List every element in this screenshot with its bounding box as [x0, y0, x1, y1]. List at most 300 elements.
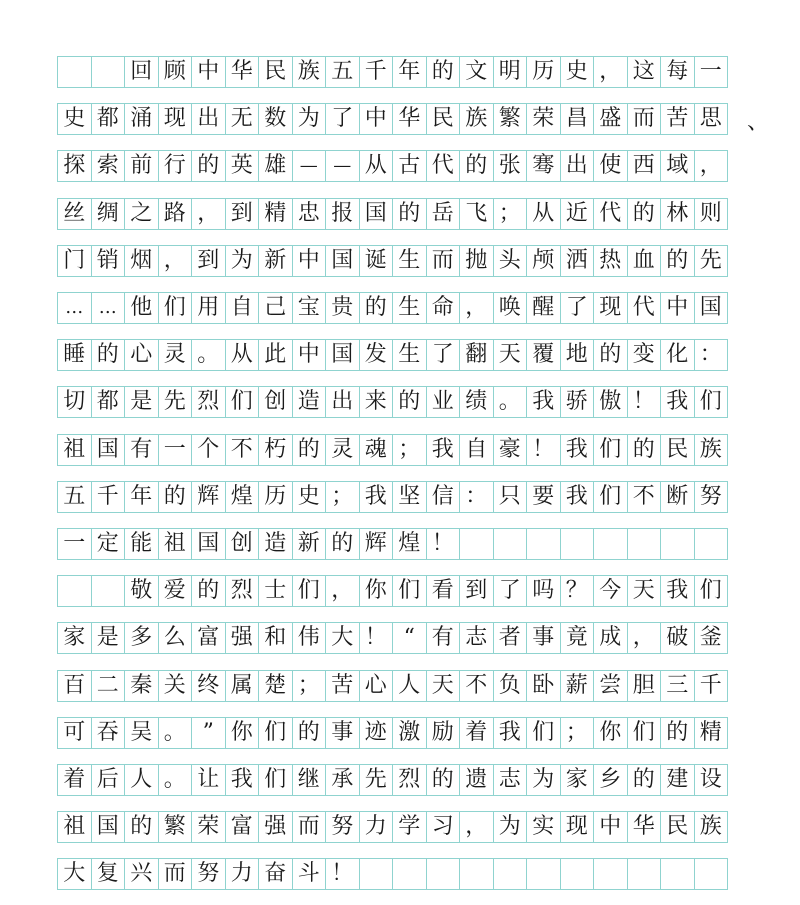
grid-cell	[258, 245, 293, 277]
essay-char: 中	[297, 342, 320, 368]
grid-cell	[627, 575, 662, 607]
essay-char: 林	[666, 200, 689, 226]
grid-cell	[225, 764, 260, 796]
essay-char: 敬	[130, 578, 153, 604]
grid-cell	[426, 481, 461, 513]
essay-char: 胆	[632, 672, 655, 698]
grid-cell	[225, 339, 260, 371]
grid-cell	[627, 150, 662, 182]
essay-grid-paper	[57, 0, 770, 905]
essay-char: 销	[96, 247, 119, 273]
grid-cell	[560, 150, 595, 182]
grid-cell	[292, 434, 327, 466]
essay-char: 而	[163, 861, 186, 887]
grid-cell	[57, 56, 92, 88]
grid-cell	[91, 575, 126, 607]
essay-char: 着	[63, 767, 86, 792]
essay-char: 新	[264, 247, 287, 273]
grid-cell	[359, 103, 394, 135]
grid-cell	[158, 528, 193, 560]
grid-cell	[91, 198, 126, 230]
essay-char: ；	[498, 200, 521, 226]
grid-cell	[158, 858, 193, 890]
grid-cell	[325, 575, 360, 607]
grid-cell	[459, 575, 494, 607]
essay-char: 。	[163, 767, 186, 792]
essay-char: 定	[96, 531, 119, 556]
essay-char: 灵	[331, 436, 354, 462]
essay-char: 祖	[163, 531, 186, 556]
grid-cell	[359, 528, 394, 560]
grid-cell	[57, 434, 92, 466]
essay-char: 张	[498, 153, 521, 179]
grid-cell	[459, 386, 494, 418]
grid-cell	[660, 434, 695, 466]
essay-char: 无	[230, 106, 253, 132]
essay-char: 尝	[599, 672, 622, 698]
grid-cell	[660, 103, 695, 135]
essay-char: 文	[465, 59, 488, 84]
grid-cell	[627, 198, 662, 230]
essay-char: 百	[63, 672, 86, 698]
grid-cell	[359, 198, 394, 230]
essay-char: 族	[699, 436, 722, 462]
grid-cell	[493, 245, 528, 277]
essay-char: 他	[130, 295, 153, 320]
essay-char: 是	[96, 625, 119, 651]
grid-cell	[292, 622, 327, 654]
grid-cell	[392, 150, 427, 182]
essay-char: 你	[599, 719, 622, 745]
essay-char: 千	[364, 59, 387, 84]
grid-cell	[627, 717, 662, 749]
grid-cell	[560, 622, 595, 654]
essay-char: 让	[197, 767, 220, 792]
essay-char: 我	[431, 436, 454, 462]
essay-char: 了	[565, 295, 588, 320]
essay-char: 古	[398, 153, 421, 179]
essay-char: 此	[264, 342, 287, 368]
grid-cell	[191, 717, 226, 749]
essay-char: 不	[632, 483, 655, 509]
grid-cell	[694, 56, 729, 88]
essay-char: 多	[130, 625, 153, 651]
grid-cell	[191, 150, 226, 182]
grid-cell	[694, 481, 729, 513]
essay-char: 有	[431, 625, 454, 651]
grid-cell	[292, 386, 327, 418]
grid-cell	[627, 481, 662, 513]
grid-cell	[560, 56, 595, 88]
grid-row	[57, 198, 747, 230]
grid-cell	[627, 670, 662, 702]
essay-char: 们	[699, 389, 722, 415]
grid-cell	[660, 858, 695, 890]
grid-row	[57, 339, 747, 371]
essay-char: 二	[96, 672, 119, 698]
grid-cell	[57, 198, 92, 230]
grid-cell	[124, 858, 159, 890]
essay-char: 抛	[465, 247, 488, 273]
essay-char: 史	[565, 59, 588, 84]
grid-cell	[459, 528, 494, 560]
essay-char: ：	[465, 483, 488, 509]
grid-cell	[225, 481, 260, 513]
grid-cell	[627, 764, 662, 796]
essay-char: 数	[264, 106, 287, 132]
grid-row	[57, 811, 747, 843]
grid-cell	[124, 575, 159, 607]
grid-cell	[526, 764, 561, 796]
grid-cell	[526, 292, 561, 324]
grid-cell	[392, 811, 427, 843]
grid-cell	[526, 481, 561, 513]
grid-cell	[694, 717, 729, 749]
grid-cell	[359, 150, 394, 182]
grid-cell	[225, 575, 260, 607]
essay-char: 后	[96, 767, 119, 792]
essay-char: 事	[532, 625, 555, 651]
essay-char: 煌	[230, 483, 253, 509]
essay-char: 竟	[565, 625, 588, 651]
grid-cell	[660, 575, 695, 607]
essay-char: 先	[364, 767, 387, 792]
essay-char: 你	[230, 719, 253, 745]
essay-char: 一	[699, 59, 722, 84]
grid-cell	[158, 56, 193, 88]
grid-cell	[191, 622, 226, 654]
essay-char: 关	[163, 672, 186, 698]
grid-cell	[660, 481, 695, 513]
grid-cell	[392, 198, 427, 230]
essay-char: 着	[465, 719, 488, 745]
grid-row	[57, 386, 747, 418]
grid-cell	[493, 103, 528, 135]
essay-char: 的	[398, 389, 421, 415]
grid-cell	[459, 481, 494, 513]
essay-char: 的	[666, 247, 689, 273]
essay-char: 国	[364, 200, 387, 226]
essay-char: 生	[398, 247, 421, 273]
essay-char: 中	[297, 247, 320, 273]
grid-cell	[459, 670, 494, 702]
grid-cell	[459, 717, 494, 749]
essay-char: 头	[498, 247, 521, 273]
essay-char: 祖	[63, 436, 86, 462]
essay-char: 明	[498, 59, 521, 84]
essay-char: 造	[297, 389, 320, 415]
grid-cell	[359, 622, 394, 654]
essay-char: 从	[230, 342, 253, 368]
essay-char: 民	[431, 106, 454, 132]
grid-cell	[426, 858, 461, 890]
essay-char: 新	[297, 531, 320, 556]
grid-cell	[526, 386, 561, 418]
grid-cell	[660, 339, 695, 371]
grid-cell	[57, 528, 92, 560]
grid-cell	[426, 339, 461, 371]
essay-char: 代	[599, 200, 622, 226]
grid-cell	[325, 811, 360, 843]
essay-char: 。	[197, 342, 220, 368]
essay-char: 大	[331, 625, 354, 651]
grid-cell	[593, 150, 628, 182]
grid-cell	[627, 56, 662, 88]
essay-char: 秦	[130, 672, 153, 698]
essay-char: 们	[532, 719, 555, 745]
essay-char: 的	[666, 719, 689, 745]
grid-cell	[560, 292, 595, 324]
essay-char: 中	[599, 814, 622, 840]
grid-cell	[91, 103, 126, 135]
essay-char: 斗	[297, 861, 320, 887]
grid-row	[57, 622, 747, 654]
essay-char: 卧	[532, 672, 555, 698]
grid-cell	[560, 811, 595, 843]
essay-char: 史	[63, 106, 86, 132]
grid-cell	[191, 670, 226, 702]
grid-cell	[191, 339, 226, 371]
grid-cell	[57, 292, 92, 324]
essay-char: 和	[264, 625, 287, 651]
essay-char: 前	[130, 153, 153, 179]
grid-cell	[593, 56, 628, 88]
grid-cell	[124, 670, 159, 702]
grid-cell	[225, 386, 260, 418]
essay-char: 士	[264, 578, 287, 604]
essay-char: 的	[632, 200, 655, 226]
grid-cell	[359, 811, 394, 843]
essay-char: 贵	[331, 295, 354, 320]
grid-cell	[57, 622, 92, 654]
grid-cell	[560, 764, 595, 796]
essay-char: 心	[130, 342, 153, 368]
grid-cell	[392, 103, 427, 135]
essay-char: 志	[465, 625, 488, 651]
essay-char: 们	[699, 578, 722, 604]
grid-cell	[57, 481, 92, 513]
grid-cell	[426, 150, 461, 182]
grid-cell	[292, 717, 327, 749]
essay-char: ，	[331, 578, 354, 604]
essay-char: 切	[63, 389, 86, 415]
grid-cell	[426, 198, 461, 230]
essay-char: 精	[699, 719, 722, 745]
essay-char: 强	[264, 814, 287, 840]
essay-char: 我	[565, 483, 588, 509]
essay-char: 年	[398, 59, 421, 84]
grid-cell	[526, 198, 561, 230]
grid-cell	[225, 150, 260, 182]
grid-cell	[660, 56, 695, 88]
grid-cell	[258, 670, 293, 702]
grid-cell	[258, 575, 293, 607]
grid-cell	[426, 245, 461, 277]
essay-char: 学	[398, 814, 421, 840]
grid-cell	[392, 575, 427, 607]
overflow-punctuation: 、	[747, 110, 770, 136]
essay-char: 化	[666, 342, 689, 368]
essay-char: 丝	[63, 200, 86, 226]
grid-cell	[526, 528, 561, 560]
grid-cell	[627, 434, 662, 466]
essay-char: 有	[130, 436, 153, 462]
grid-cell	[359, 481, 394, 513]
essay-char: 人	[130, 767, 153, 792]
grid-cell	[124, 434, 159, 466]
essay-char: 则	[699, 200, 722, 226]
grid-cell	[292, 670, 327, 702]
grid-cell	[459, 245, 494, 277]
grid-cell	[426, 386, 461, 418]
grid-cell	[526, 717, 561, 749]
essay-char: ；	[398, 436, 421, 462]
grid-cell	[493, 670, 528, 702]
grid-cell	[694, 386, 729, 418]
essay-char: 繁	[498, 106, 521, 132]
essay-char: 繁	[163, 814, 186, 840]
essay-char: …	[65, 297, 84, 318]
essay-char: 从	[364, 153, 387, 179]
grid-cell	[694, 103, 729, 135]
essay-char: 雄	[264, 153, 287, 179]
essay-char: 来	[364, 389, 387, 415]
grid-cell	[57, 575, 92, 607]
grid-cell	[660, 292, 695, 324]
grid-cell	[694, 292, 729, 324]
grid-cell	[158, 764, 193, 796]
grid-row	[57, 150, 747, 182]
grid-cell	[191, 575, 226, 607]
grid-row	[57, 245, 747, 277]
essay-char: 们	[264, 719, 287, 745]
grid-cell	[593, 717, 628, 749]
grid-row	[57, 575, 747, 607]
essay-char: 回	[130, 59, 153, 84]
essay-char: 伟	[297, 625, 320, 651]
grid-cell	[359, 717, 394, 749]
essay-char: 从	[532, 200, 555, 226]
essay-char: 千	[96, 483, 119, 509]
grid-row	[57, 434, 747, 466]
grid-cell	[493, 481, 528, 513]
grid-cell	[560, 528, 595, 560]
grid-cell	[694, 434, 729, 466]
essay-char: 到	[197, 247, 220, 273]
grid-cell	[593, 622, 628, 654]
grid-cell	[258, 811, 293, 843]
grid-cell	[392, 858, 427, 890]
essay-char: 为	[532, 767, 555, 792]
grid-cell	[124, 528, 159, 560]
grid-cell	[91, 622, 126, 654]
essay-char: 迹	[364, 719, 387, 745]
grid-cell	[191, 198, 226, 230]
essay-char: 要	[532, 483, 555, 509]
essay-char: 使	[599, 153, 622, 179]
grid-cell	[426, 575, 461, 607]
grid-cell	[627, 103, 662, 135]
grid-cell	[225, 292, 260, 324]
grid-cell	[459, 198, 494, 230]
grid-cell	[91, 811, 126, 843]
grid-cell	[392, 764, 427, 796]
essay-char: 我	[666, 578, 689, 604]
grid-cell	[225, 811, 260, 843]
essay-char: 民	[264, 59, 287, 84]
essay-char: 出	[331, 389, 354, 415]
essay-char: 史	[297, 483, 320, 509]
essay-char: ，	[465, 814, 488, 840]
grid-cell	[426, 622, 461, 654]
essay-char: 薪	[565, 672, 588, 698]
essay-char: 变	[632, 342, 655, 368]
essay-char: 国	[331, 342, 354, 368]
essay-char: 人	[398, 672, 421, 698]
grid-cell	[627, 622, 662, 654]
essay-char: ！	[532, 436, 555, 462]
grid-cell	[593, 386, 628, 418]
grid-cell	[493, 622, 528, 654]
grid-cell	[292, 575, 327, 607]
grid-row	[57, 528, 747, 560]
grid-cell	[560, 245, 595, 277]
essay-char: 傲	[599, 389, 622, 415]
essay-char: 吞	[96, 719, 119, 745]
grid-cell	[392, 56, 427, 88]
essay-char: 乡	[599, 767, 622, 792]
grid-cell	[158, 811, 193, 843]
essay-char: 烟	[130, 247, 153, 273]
essay-char: 了	[498, 578, 521, 604]
grid-cell	[593, 528, 628, 560]
grid-cell	[158, 717, 193, 749]
grid-cell	[392, 292, 427, 324]
essay-char: 苦	[331, 672, 354, 698]
grid-cell	[292, 481, 327, 513]
essay-char: 民	[666, 436, 689, 462]
grid-cell	[325, 198, 360, 230]
grid-cell	[292, 811, 327, 843]
essay-char: 的	[197, 578, 220, 604]
essay-char: 吗	[532, 578, 555, 604]
essay-char: ，	[197, 200, 220, 226]
essay-char: 睡	[63, 342, 86, 368]
essay-char: 兴	[130, 861, 153, 887]
grid-cell	[493, 56, 528, 88]
essay-char: 釜	[699, 625, 722, 651]
grid-cell	[325, 103, 360, 135]
grid-cell	[392, 670, 427, 702]
essay-char: 的	[599, 342, 622, 368]
grid-cell	[258, 764, 293, 796]
essay-char: 到	[465, 578, 488, 604]
essay-char: 为	[498, 814, 521, 840]
essay-char: 断	[666, 483, 689, 509]
grid-cell	[57, 858, 92, 890]
grid-row	[57, 481, 747, 513]
essay-char: 励	[431, 719, 454, 745]
grid-cell	[526, 670, 561, 702]
essay-char: ！	[331, 861, 354, 887]
grid-cell	[325, 481, 360, 513]
grid-cell	[359, 670, 394, 702]
essay-char: 吴	[130, 719, 153, 745]
grid-cell	[225, 622, 260, 654]
grid-cell	[258, 858, 293, 890]
grid-cell	[258, 198, 293, 230]
grid-cell	[426, 811, 461, 843]
